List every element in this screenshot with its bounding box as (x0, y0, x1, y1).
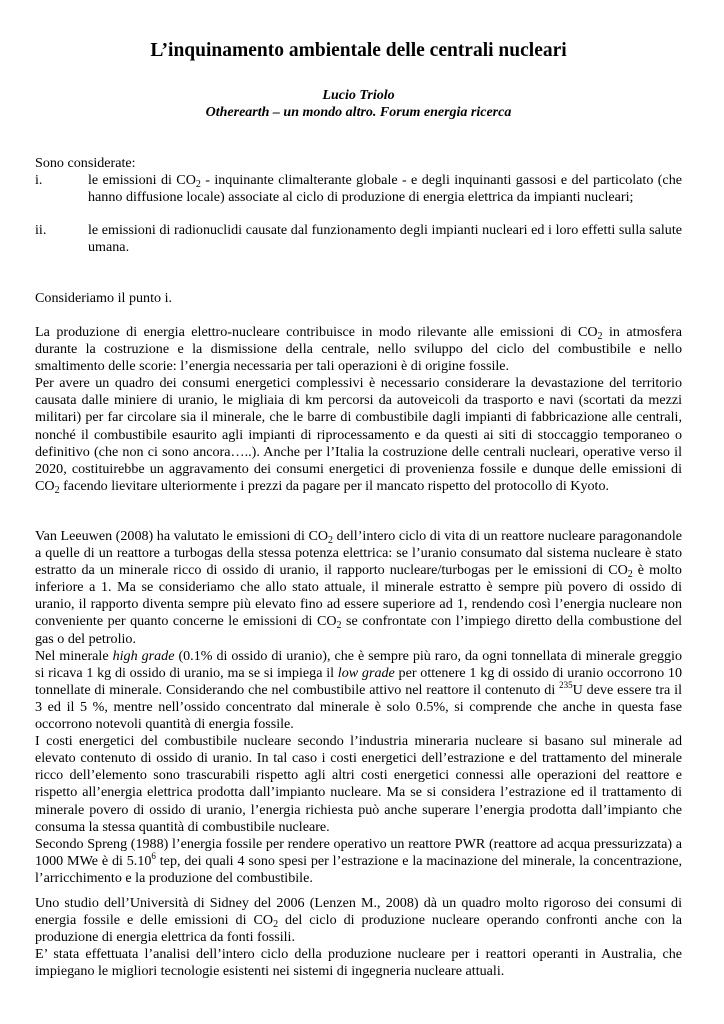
author-affiliation: Otherearth – un mondo altro. Forum energia ricerca (205, 105, 512, 120)
author-block (35, 87, 682, 121)
list-item (35, 172, 682, 206)
author-name: Lucio Triolo (322, 88, 395, 103)
intro-section (35, 155, 682, 206)
paragraph-6: Secondo Spreng (1988) l’energia fossile per rendere operativo un reattore PWR (reattore ad acqua pressurizzata) a 1000 MWe è di 5.10$^6$ tep, dei quali 4 sono spesi per l’estrazione e la macinazione del minerale, la concentrazione, l’arricchimento e la produzione del combustibile. (35, 835, 683, 886)
paragraph-4: Nel minerale high grade (0.1% di ossido di uranio), che è sempre più raro, da ogni tonnellata di minerale greggio si ricava 1 kg di ossido di uranio, ma se si impiega il low grade per ottenere 1 kg di ossido di uranio occorrono 10 tonnellate di minerale. Considerando che nel combustibile attivo nel reattore il contenuto di $^{235}$U deve essere tra il 3 ed il 5 %, mentre nell’ossido concentrato dal minerale è solo 0.5%, si comprende che anche in questa fase occorrono notevoli quantità di energia fossile. (35, 647, 683, 733)
consider-heading: Consideriamo il punto i. (35, 290, 173, 306)
paragraph-7: Uno studio dell’Università di Sidney del 2006 (Lenzen M., 2008) dà un quadro molto rigoroso dei consumi di energia fossile e delle emissioni di $CO_2$ del ciclo di produzione nucleare operando confronti anche con la produzione di energia elettrica da fonti fossili. E’ stata effettuata l’analisi dell’intero ciclo della produzione nucleare per i reattori operanti in Australia, che impiegano le migliori tecnologie esistenti nei sistemi di ingegneria nucleare attuali. (35, 895, 682, 980)
paragraph-1: La produzione di energia elettro-nucleare contribuisce in modo rilevante alle emissioni di $CO_2$ in atmosfera durante la costruzione e la dismissione della centrale, nello sviluppo del ciclo del combustibile e nello smaltimento delle scorie: l’energia necessaria per tali operazioni è di origine fossile. Per avere un quadro dei consumi energetici complessivi è necessario considerare la devastazione del territorio causata dalle miniere di uranio, le migliaia di km percorsi da autoveicoli da trasporto e navi (scortati da mezzi militari) per far circolare sia il minerale, che le barre di combustibile dagli impianti di fabbricazione alle centrali, nonché il combustibile esaurito agli impianti di riprocessamento e da questi ai siti di stoccaggio temporaneo o definitivo (che non ci sono ancora…..). Anche per l’Italia la costruzione delle centrali nucleari, operative verso il 2020, costituirebbe un aggravamento dei consumi energetici di provenienza fossile e dunque delle emissioni di $CO_2$ facendo lievitare ulteriormente i prezzi da pagare per il mancato rispetto del protocollo di Kyoto. (35, 324, 682, 496)
list-item-number: i. (35, 172, 43, 189)
paragraph-8: E’ stata effettuata l’analisi dell’intero ciclo della produzione nucleare per i reattori operanti in Australia, che impiegano le migliori tecnologie esistenti nei sistemi di ingegneria nucleare attuali. (35, 946, 682, 980)
document-title: L’inquinamento ambientale delle centrali nucleari (150, 40, 567, 61)
paragraph-2: Per avere un quadro dei consumi energetici complessivi è necessario considerare la devastazione del territorio causata dalle miniere di uranio, le migliaia di km percorsi da autoveicoli da trasporto e navi (scortati da mezzi militari) per far circolare sia il minerale, che le barre di combustibile dagli impianti di fabbricazione alle centrali, nonché il combustibile esaurito agli impianti di riprocessamento e da questi ai siti di stoccaggio temporaneo o definitivo (che non ci sono ancora…..). Anche per l’Italia la costruzione delle centrali nucleari, operative verso il 2020, costituirebbe un aggravamento dei consumi energetici di provenienza fossile e dunque delle emissioni di $CO_2$ facendo lievitare ulteriormente i prezzi da pagare per il mancato rispetto del protocollo di Kyoto. (35, 375, 682, 496)
list-item-text: le emissioni di $CO_2$ - inquinante climalterante globale - e degli inquinanti gassosi e del particolato (che hanno diffusione locale) associate al ciclo di produzione di energia elettrica da impianti nucleari; (88, 172, 682, 206)
paragraph-3: Van Leeuwen (2008) ha valutato le emissioni di $CO_2$ dell’intero ciclo di vita di un reattore nucleare paragonandole a quelle di un reattore a turbogas della stessa potenza elettrica: se l’uranio consumato dal sistema nucleare è stato estratto da un minerale ricco di ossido di uranio, il rapporto nucleare/turbogas per le emissioni di $CO_2$ è molto inferiore a 1. Ma se consideriamo che allo stato attuale, il minerale estratto è sempre più povero di ossido di uranio, il rapporto diventa sempre più elevato fino ad essere superiore ad 1, rendendo così l’energia nucleare non conveniente per quanto concerne le emissioni di $CO_2$ se confrontate con l’impiego diretto della combustione del gas o del petrolio. Nel minerale high grade (0.1% di ossido di uranio), che è sempre più raro, da ogni tonnellata di minerale greggio si ricava 1 kg di ossido di uranio, ma se si impiega il low grade per ottenere 1 kg di ossido di uranio occorrono 10 tonnellate di minerale. Considerando che nel combustibile attivo nel reattore il contenuto di $^{235}$U deve essere tra il 3 ed il 5 %, mentre nell’ossido concentrato dal minerale è solo 0.5%, si comprende che anche in questa fase occorrono notevoli quantità di energia fossile. I costi energetici del combustibile nucleare secondo l’industria mineraria nucleare si basano sul minerale ad elevato contenuto di ossido di uranio. In tal caso i costi energetici dell’estrazione e del trattamento del minerale ricco dell’elemento sono trascurabili rispetto agli altri costi energetici connessi alle operazioni del reattore e rispetto all’energia elettrica prodotta dall’impianto nucleare. Ma se si considera l’estrazione ed il trattamento di minerale povero di ossido di uranio, l’energia richiesta può anche superare l’energia prodotta dall’impianto che consuma la stessa quantità di combustibile nucleare. Secondo Spreng (1988) l’energia fossile per rendere operativo un reattore PWR (reattore ad acqua pressurizzata) a 1000 MWe è di 5.10$^6$ tep, dei quali 4 sono spesi per l’estrazione e la macinazione del minerale, la concentrazione, l’arricchimento e la produzione del combustibile. (35, 528, 683, 886)
list-item (35, 222, 682, 256)
intro-text: Sono considerate: (35, 155, 136, 171)
list-item-text: le emissioni di radionuclidi causate dal funzionamento degli impianti nucleari ed i loro effetti sulla salute umana. (88, 222, 682, 256)
list-item-number: ii. (35, 222, 47, 238)
paragraph-5: I costi energetici del combustibile nucleare secondo l’industria mineraria nucleare si basano sul minerale ad elevato contenuto di ossido di uranio. In tal caso i costi energetici dell’estrazione e del trattamento del minerale ricco dell’elemento sono trascurabili rispetto agli altri costi energetici connessi alle operazioni del reattore e rispetto all’energia elettrica prodotta dall’impianto nucleare. Ma se si considera l’estrazione ed il trattamento di minerale povero di ossido di uranio, l’energia richiesta può anche superare l’energia prodotta dall’impianto che consuma la stessa quantità di combustibile nucleare. (35, 733, 682, 835)
